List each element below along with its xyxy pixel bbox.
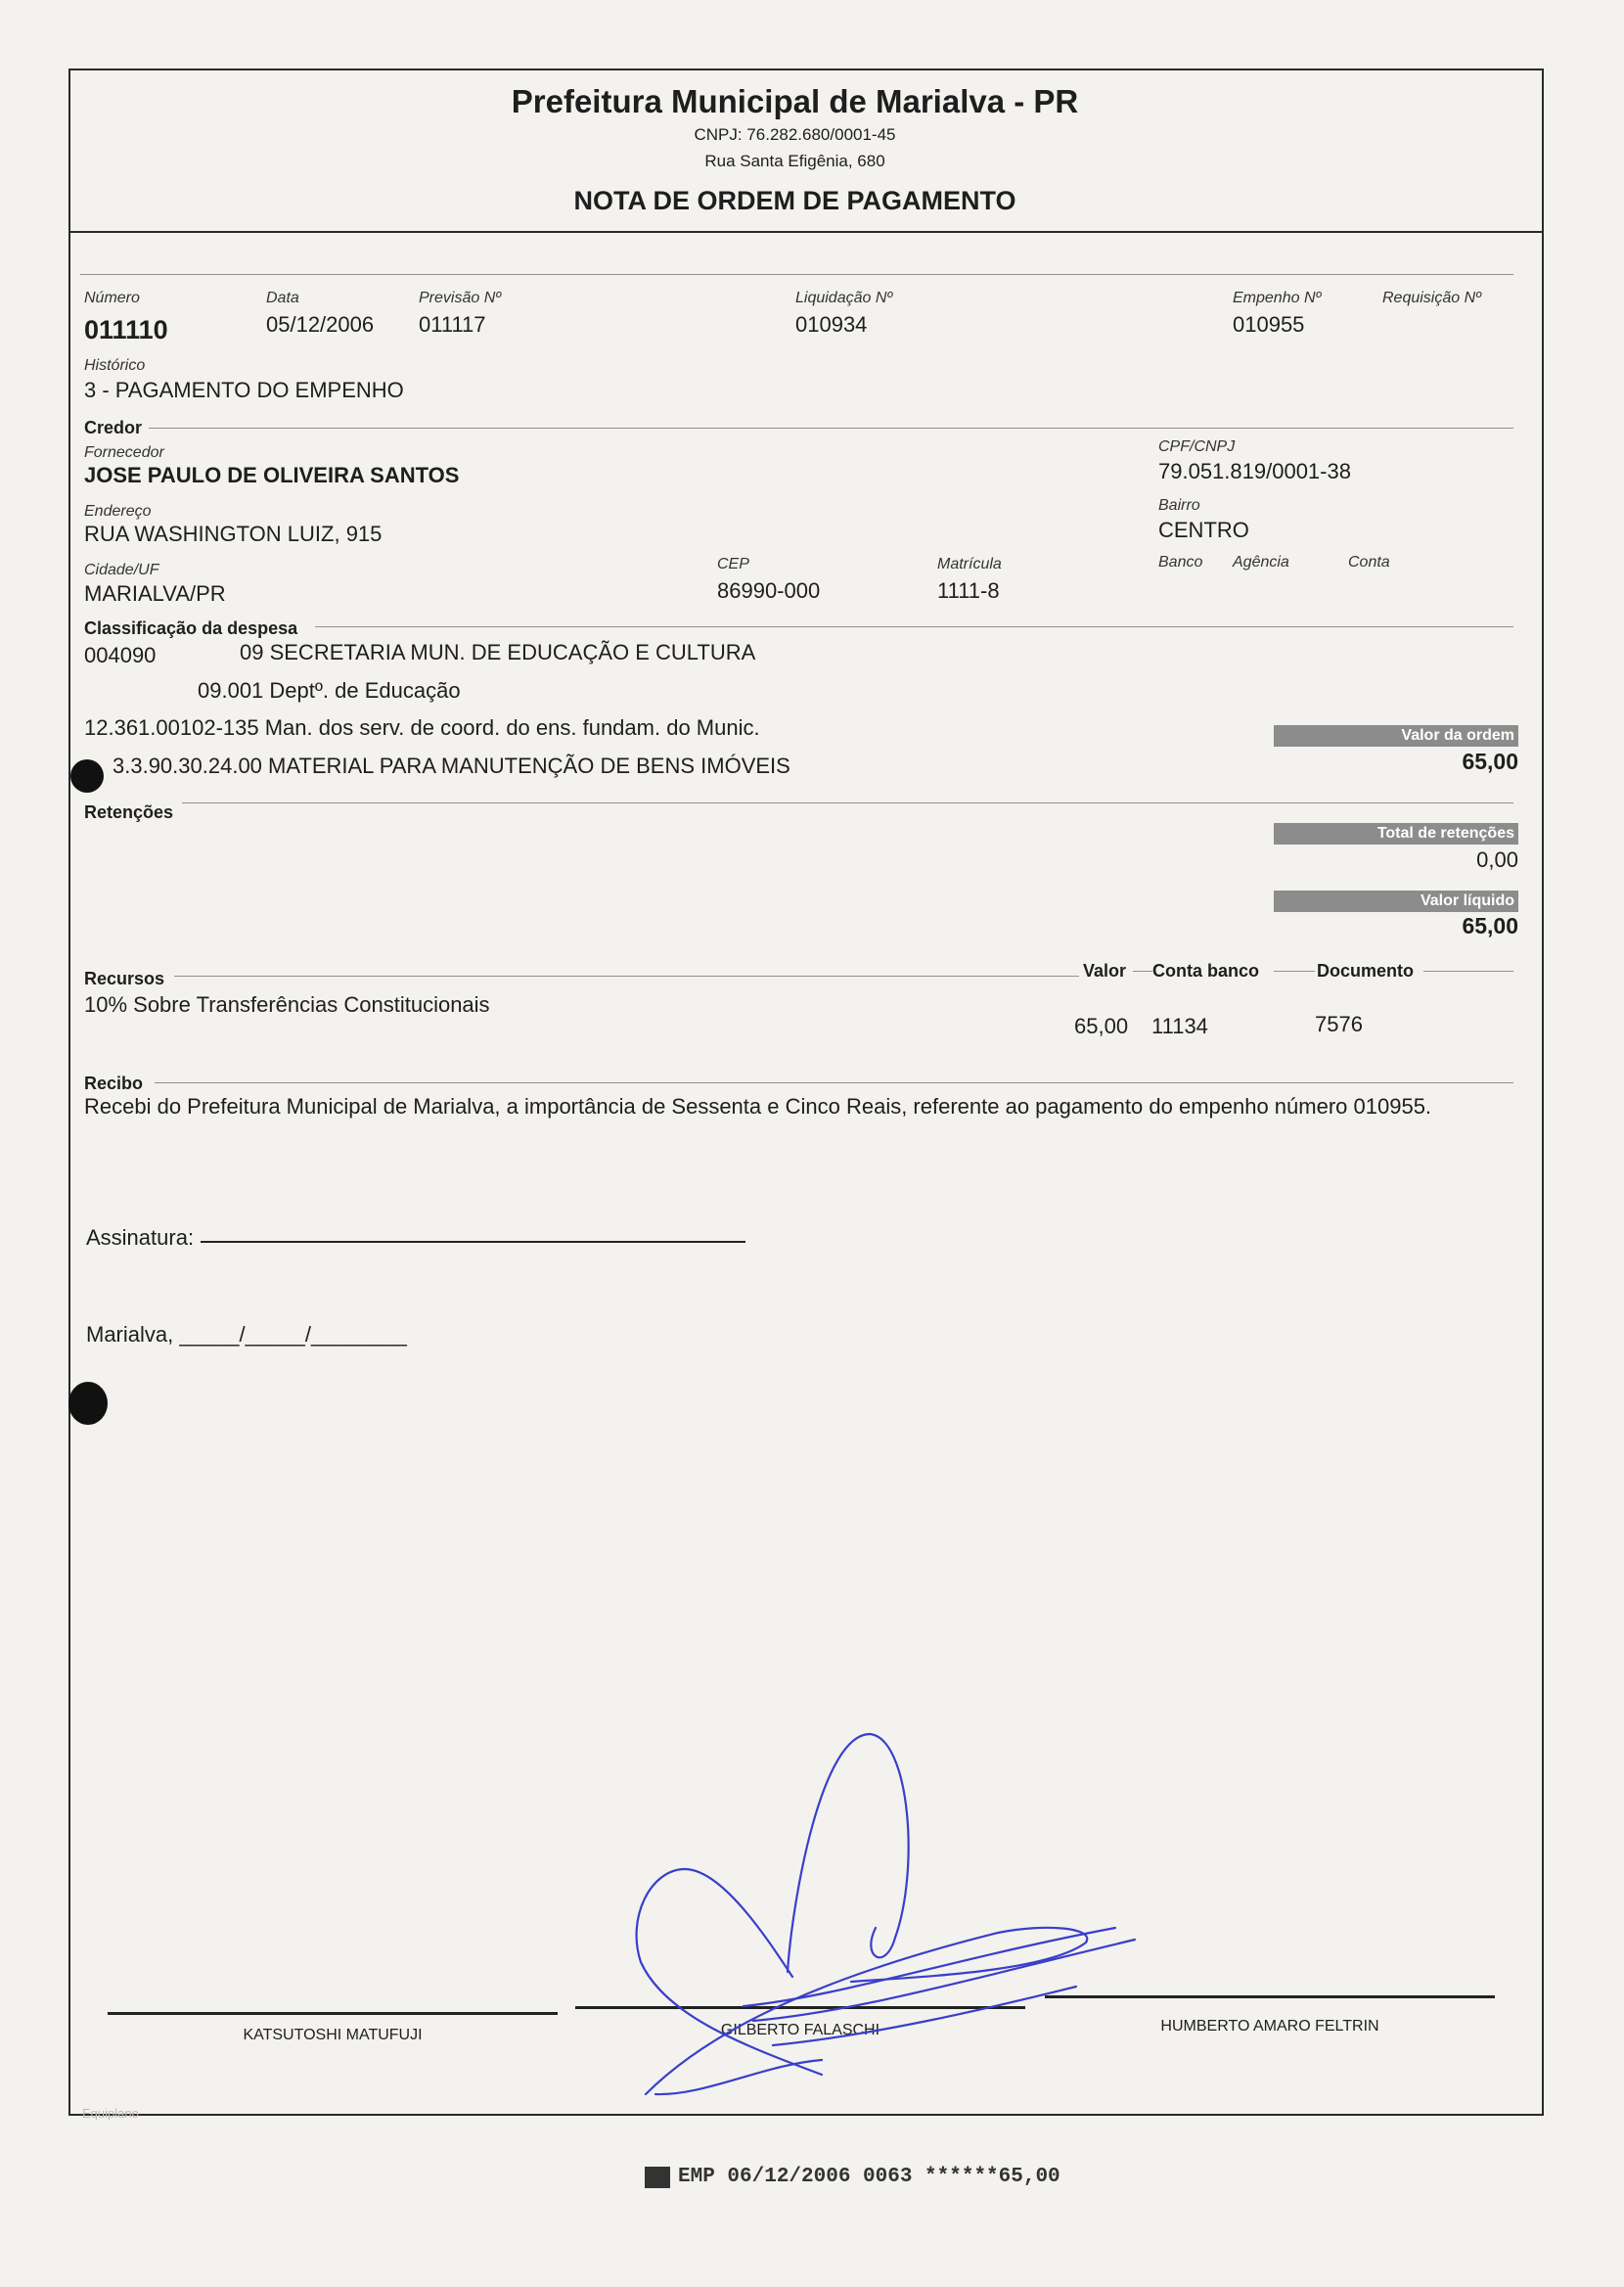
municipality-title: Prefeitura Municipal de Marialva - PR bbox=[511, 83, 1079, 119]
document-title: NOTA DE ORDEM DE PAGAMENTO bbox=[573, 186, 1016, 215]
historico-value: 3 - PAGAMENTO DO EMPENHO bbox=[84, 378, 404, 402]
empenho-label: Empenho Nº bbox=[1233, 290, 1322, 306]
top-rule bbox=[80, 274, 1513, 275]
classificacao-linha3: 12.361.00102-135 Man. dos serv. de coord. do ens. fundam. do Munic. bbox=[84, 715, 760, 740]
cpf-value: 79.051.819/0001-38 bbox=[1158, 459, 1351, 483]
recibo-section-title: Recibo bbox=[84, 1074, 144, 1093]
signatory-3-name: HUMBERTO AMARO FELTRIN bbox=[1160, 2018, 1379, 2035]
signatory-1-name: KATSUTOSHI MATUFUJI bbox=[243, 2027, 423, 2043]
signatory-2-name: GILBERTO FALASCHI bbox=[720, 2022, 880, 2038]
handwritten-signature bbox=[626, 1722, 1154, 2114]
valor-liquido-value: 65,00 bbox=[1462, 913, 1518, 938]
assinatura-label: Assinatura: bbox=[86, 1225, 195, 1250]
retencoes-rule bbox=[182, 802, 1513, 803]
local-data-field: Marialva, _____/_____/________ bbox=[86, 1322, 407, 1347]
total-retencoes-value: 0,00 bbox=[1476, 847, 1518, 872]
numero-label: Número bbox=[84, 290, 140, 306]
agencia-label: Agência bbox=[1233, 554, 1289, 571]
cep-value: 86990-000 bbox=[717, 578, 821, 603]
recursos-conta-banco-header: Conta banco bbox=[1152, 961, 1260, 981]
recibo-rule bbox=[155, 1082, 1513, 1083]
endereco-value: RUA WASHINGTON LUIZ, 915 bbox=[84, 522, 383, 546]
previsao-value: 011117 bbox=[419, 312, 486, 337]
signature-line-1 bbox=[108, 2012, 558, 2015]
recursos-rule-3 bbox=[1274, 971, 1315, 972]
cidade-value: MARIALVA/PR bbox=[84, 581, 226, 606]
classificacao-codigo: 004090 bbox=[84, 643, 157, 667]
recursos-rule-4 bbox=[1423, 971, 1513, 972]
total-retencoes-label: Total de retenções bbox=[1274, 823, 1518, 845]
fornecedor-label: Fornecedor bbox=[84, 444, 164, 461]
cnpj-text: CNPJ: 76.282.680/0001-45 bbox=[694, 125, 896, 144]
recursos-section-title: Recursos bbox=[84, 969, 165, 988]
recursos-valor-header: Valor bbox=[1083, 961, 1127, 981]
matricula-value: 1111-8 bbox=[937, 578, 1000, 603]
credor-section-title: Credor bbox=[84, 418, 143, 437]
classificacao-linha2: 09.001 Deptº. de Educação bbox=[198, 678, 461, 703]
cpf-label: CPF/CNPJ bbox=[1158, 438, 1236, 455]
classificacao-linha4: 3.3.90.30.24.00 MATERIAL PARA MANUTENÇÃO DE BENS IMÓVEIS bbox=[113, 754, 790, 778]
valor-ordem-label: Valor da ordem bbox=[1274, 725, 1518, 747]
requisicao-label: Requisição Nº bbox=[1382, 290, 1481, 306]
matricula-label: Matrícula bbox=[937, 556, 1002, 572]
recursos-conta-banco: 11134 bbox=[1151, 1014, 1208, 1038]
cep-label: CEP bbox=[717, 556, 749, 572]
recursos-documento: 7576 bbox=[1315, 1012, 1363, 1036]
historico-label: Histórico bbox=[84, 357, 146, 374]
credor-rule bbox=[149, 428, 1513, 429]
stamp-mark-icon bbox=[645, 2167, 670, 2188]
valor-liquido-label: Valor líquido bbox=[1274, 891, 1518, 912]
data-label: Data bbox=[266, 290, 299, 306]
empenho-value: 010955 bbox=[1233, 312, 1305, 337]
endereco-label: Endereço bbox=[84, 503, 152, 520]
retencoes-section-title: Retenções bbox=[84, 802, 174, 822]
classificacao-rule bbox=[315, 626, 1513, 627]
banco-label: Banco bbox=[1158, 554, 1203, 571]
recursos-documento-header: Documento bbox=[1317, 961, 1414, 981]
address-text: Rua Santa Efigênia, 680 bbox=[704, 152, 885, 170]
numero-value: 011110 bbox=[84, 315, 168, 344]
classificacao-section-title: Classificação da despesa bbox=[84, 618, 298, 638]
bairro-label: Bairro bbox=[1158, 497, 1200, 514]
header-separator bbox=[68, 231, 1544, 233]
recursos-valor: 65,00 bbox=[1074, 1014, 1129, 1038]
payment-stamp: EMP 06/12/2006 0063 ******65,00 bbox=[678, 2166, 1060, 2188]
cidade-label: Cidade/UF bbox=[84, 562, 159, 578]
recibo-texto: Recebi do Prefeitura Municipal de Marialva, a importância de Sessenta e Cinco Reais, referente ao pagamento do empenho número 010955. bbox=[84, 1094, 1432, 1119]
classificacao-linha1: 09 SECRETARIA MUN. DE EDUCAÇÃO E CULTURA bbox=[240, 640, 756, 664]
punch-hole-top bbox=[70, 759, 104, 793]
assinatura-line bbox=[201, 1241, 745, 1243]
recursos-rule-2 bbox=[1133, 971, 1152, 972]
liquidacao-value: 010934 bbox=[795, 312, 868, 337]
recursos-rule bbox=[174, 976, 1079, 977]
recursos-descricao: 10% Sobre Transferências Constitucionais bbox=[84, 992, 490, 1017]
punch-hole-bottom bbox=[68, 1382, 108, 1425]
equiplano-brand: Equiplano bbox=[82, 2106, 139, 2121]
data-value: 05/12/2006 bbox=[266, 312, 375, 337]
bairro-value: CENTRO bbox=[1158, 518, 1249, 542]
liquidacao-label: Liquidação Nº bbox=[795, 290, 893, 306]
conta-label: Conta bbox=[1348, 554, 1390, 571]
valor-ordem-value: 65,00 bbox=[1462, 749, 1518, 774]
previsao-label: Previsão Nº bbox=[419, 290, 502, 306]
fornecedor-value: JOSE PAULO DE OLIVEIRA SANTOS bbox=[84, 463, 460, 487]
